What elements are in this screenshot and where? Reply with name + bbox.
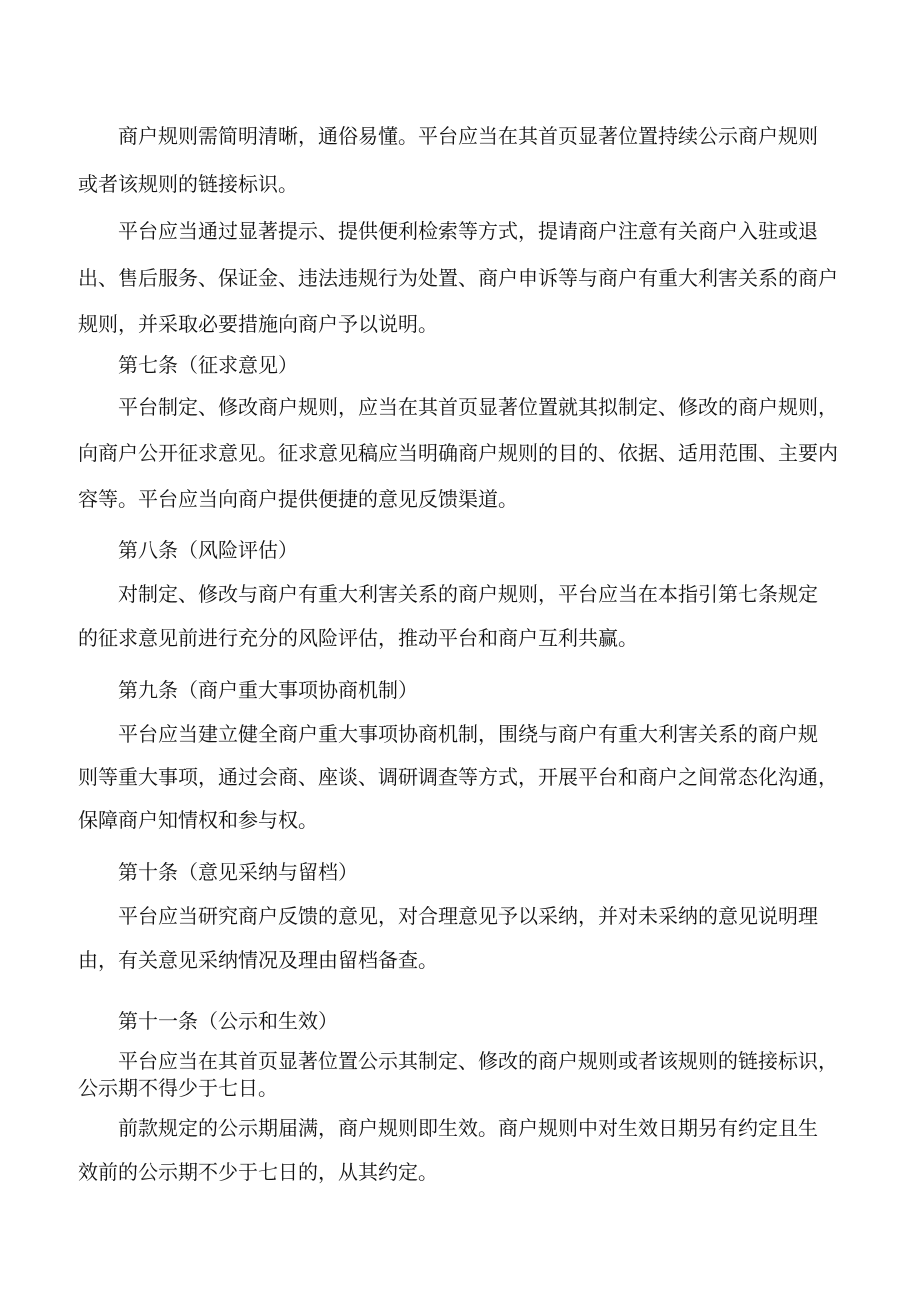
article-heading: 第十一条（公示和生效） xyxy=(118,1009,338,1033)
paragraph-line: 平台应当在其首页显著位置公示其制定、修改的商户规则或者该规则的链接标识， xyxy=(118,1049,838,1073)
paragraph-line: 保障商户知情权和参与权。 xyxy=(78,808,318,832)
article-heading: 第八条（风险评估） xyxy=(118,538,298,562)
paragraph-line: 商户规则需简明清晰，通俗易懂。平台应当在其首页显著位置持续公示商户规则 xyxy=(118,124,818,148)
paragraph-line: 前款规定的公示期届满，商户规则即生效。商户规则中对生效日期另有约定且生 xyxy=(118,1116,818,1140)
paragraph-line: 平台应当研究商户反馈的意见，对合理意见予以采纳，并对未采纳的意见说明理 xyxy=(118,904,818,928)
paragraph-line: 规则，并采取必要措施向商户予以说明。 xyxy=(78,312,438,336)
article-heading: 第七条（征求意见） xyxy=(118,353,298,377)
paragraph-line: 则等重大事项，通过会商、座谈、调研调查等方式，开展平台和商户之间常态化沟通， xyxy=(78,765,838,789)
paragraph-line: 公示期不得少于七日。 xyxy=(78,1076,278,1100)
paragraph-line: 容等。平台应当向商户提供便捷的意见反馈渠道。 xyxy=(78,487,518,511)
paragraph-line: 或者该规则的链接标识。 xyxy=(78,172,298,196)
paragraph-line: 平台制定、修改商户规则，应当在其首页显著位置就其拟制定、修改的商户规则， xyxy=(118,395,838,419)
paragraph-line: 向商户公开征求意见。征求意见稿应当明确商户规则的目的、依据、适用范围、主要内 xyxy=(78,441,838,465)
paragraph-line: 出、售后服务、保证金、违法违规行为处置、商户申诉等与商户有重大利害关系的商户 xyxy=(78,266,838,290)
paragraph-line: 平台应当建立健全商户重大事项协商机制，围绕与商户有重大利害关系的商户规 xyxy=(118,722,818,746)
paragraph-line: 效前的公示期不少于七日的，从其约定。 xyxy=(78,1160,438,1184)
paragraph-line: 的征求意见前进行充分的风险评估，推动平台和商户互利共赢。 xyxy=(78,626,638,650)
paragraph-line: 由，有关意见采纳情况及理由留档备查。 xyxy=(78,948,438,972)
article-heading: 第十条（意见采纳与留档） xyxy=(118,860,358,884)
paragraph-line: 平台应当通过显著提示、提供便利检索等方式，提请商户注意有关商户入驻或退 xyxy=(118,219,818,243)
paragraph-line: 对制定、修改与商户有重大利害关系的商户规则，平台应当在本指引第七条规定 xyxy=(118,582,818,606)
article-heading: 第九条（商户重大事项协商机制） xyxy=(118,678,418,702)
